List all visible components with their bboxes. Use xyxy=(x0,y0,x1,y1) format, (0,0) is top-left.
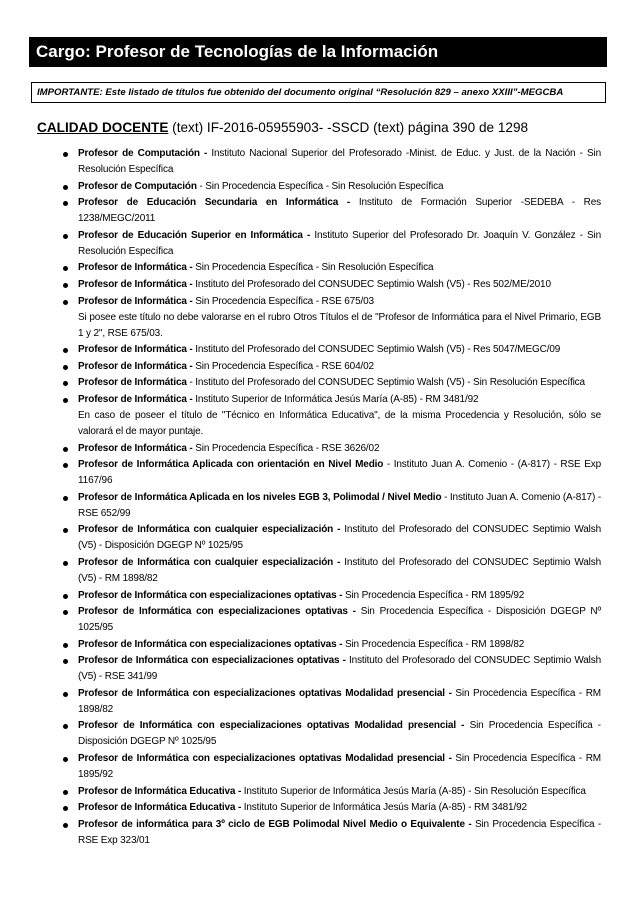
bullet-icon xyxy=(63,152,68,157)
bullet-icon xyxy=(63,692,68,697)
degree-title: Profesor de Informática con especializaciones optativas - xyxy=(78,638,345,650)
degree-title: Profesor de Informática con especializaciones optativas Modalidad presencial - xyxy=(78,687,456,699)
list-item xyxy=(78,686,601,718)
degree-details: Instituto de Formación Superior -SEDEBA - Res 1238/MEGC/2011 xyxy=(78,197,601,225)
bullet-icon xyxy=(63,823,68,828)
degree-details: Sin Procedencia Específica - RSE 675/03 xyxy=(195,295,374,307)
bullet-icon xyxy=(63,724,68,729)
degree-title: Profesor de Informática con especializaciones optativas - xyxy=(78,606,361,618)
list-item xyxy=(78,375,601,391)
degree-title: Profesor de Informática Educativa - xyxy=(78,785,244,797)
degree-details: Sin Procedencia Específica - RSE Exp 323/01 xyxy=(78,818,601,846)
list-item xyxy=(78,260,601,276)
list-item xyxy=(78,342,601,358)
list-item xyxy=(78,277,601,293)
degree-title: Profesor de Informática con cualquier especialización - xyxy=(78,524,345,536)
list-item xyxy=(78,294,601,342)
degree-details: Sin Procedencia Específica - RSE 604/02 xyxy=(195,360,374,372)
degree-title: Profesor de Informática - xyxy=(78,442,196,454)
bullet-icon xyxy=(63,610,68,615)
bullet-icon xyxy=(63,757,68,762)
bullet-icon xyxy=(63,806,68,811)
list-item xyxy=(78,653,601,685)
bullet-icon xyxy=(63,594,68,599)
degree-title: Profesor de Informática con especializaciones optativas Modalidad presencial - xyxy=(78,720,470,732)
bullet-icon xyxy=(63,659,68,664)
degree-details: Instituto del Profesorado del CONSUDEC Septimio Walsh (V5) - Disposición DGEGP Nº 1025/95 xyxy=(78,524,601,552)
bullet-icon xyxy=(63,381,68,386)
bullet-icon xyxy=(63,348,68,353)
bullet-icon xyxy=(63,561,68,566)
degree-details: Sin Procedencia Específica - RM 1895/92 xyxy=(78,753,601,781)
degree-title: Profesor de Informática con especializaciones optativas Modalidad presencial - xyxy=(78,753,456,765)
degree-title: Profesor de informática para 3º ciclo de EGB Polimodal Nivel Medio o Equivalente - xyxy=(78,818,475,830)
degree-title: Profesor de Informática xyxy=(78,377,187,389)
degree-title: Profesor de Computación xyxy=(78,180,197,192)
bullet-icon xyxy=(63,528,68,533)
bullet-icon xyxy=(63,234,68,239)
list-item xyxy=(78,146,601,178)
bullet-icon xyxy=(63,266,68,271)
degree-details: Sin Procedencia Específica - Disposición DGEGP Nº 1025/95 xyxy=(78,720,601,748)
list-item xyxy=(78,457,601,489)
degree-details: Instituto Superior de Informática Jesús María (A-85) - RM 3481/92 xyxy=(195,393,479,405)
degree-details: Sin Procedencia Específica - RM 1898/82 xyxy=(78,687,601,715)
degree-title: Profesor de Informática - xyxy=(78,344,196,356)
list-item xyxy=(78,637,601,653)
degree-title: Profesor de Informática Aplicada en los niveles EGB 3, Polimodal / Nivel Medio xyxy=(78,491,442,503)
degree-details: Sin Procedencia Específica - RSE 3626/02 xyxy=(195,442,380,454)
bullet-icon xyxy=(63,283,68,288)
list-item xyxy=(78,751,601,783)
degree-details: Sin Procedencia Específica - RM 1895/92 xyxy=(344,589,525,601)
degree-details: Instituto del Profesorado del CONSUDEC Septimio Walsh (V5) - RM 1898/82 xyxy=(78,556,601,584)
degree-details: Sin Procedencia Específica - Disposición DGEGP Nº 1025/95 xyxy=(78,606,601,634)
degree-details: Instituto Superior de Informática Jesús María (A-85) - Sin Resolución Específica xyxy=(243,785,586,797)
degree-note: Si posee este título no debe valorarse en el rubro Otros Títulos el de "Profesor de Informática para el Nivel Primario, EGB 1 y 2", RSE 675/03. xyxy=(78,311,601,339)
bullet-icon xyxy=(63,447,68,452)
degree-details: - Instituto Juan A. Comenio - (A-817) - RSE Exp 1167/96 xyxy=(78,459,601,487)
title-list xyxy=(0,146,638,849)
list-item xyxy=(78,228,601,260)
degree-details: Sin Procedencia Específica - Sin Resolución Específica xyxy=(195,262,434,274)
list-item xyxy=(78,817,601,849)
degree-title: Profesor de Informática - xyxy=(78,278,196,290)
degree-title: Profesor de Informática - xyxy=(78,393,196,405)
degree-details: Instituto Nacional Superior del Profesorado -Minist. de Educ. y Just. de la Nación - Sin Resolución Específica xyxy=(78,148,601,175)
bullet-icon xyxy=(63,300,68,305)
degree-details: - Instituto Juan A. Comenio (A-817) - RSE 652/99 xyxy=(78,491,601,519)
degree-title: Profesor de Informática con especializaciones optativas - xyxy=(78,655,350,667)
degree-details: Sin Procedencia Específica - RM 1898/82 xyxy=(344,638,525,650)
list-item xyxy=(78,604,601,636)
document-reference: (text) IF-2016-05955903- -SSCD (text) página 390 de 1298 xyxy=(168,120,529,135)
degree-details: Instituto Superior del Profesorado Dr. Joaquín V. González - Sin Resolución Específica xyxy=(78,229,602,257)
bullet-icon xyxy=(63,201,68,206)
list-item xyxy=(78,800,601,816)
degree-title: Profesor de Informática - xyxy=(78,295,196,307)
list-item xyxy=(78,195,601,227)
degree-details: Instituto del Profesorado del CONSUDEC Septimio Walsh (V5) - Res 5047/MEGC/09 xyxy=(195,344,561,356)
list-item xyxy=(78,179,601,195)
degree-details: Instituto del Profesorado del CONSUDEC Septimio Walsh (V5) - Res 502/ME/2010 xyxy=(195,278,551,290)
degree-title: Profesor de Informática Aplicada con orientación en Nivel Medio xyxy=(78,459,384,471)
degree-title: Profesor de Informática con cualquier especialización - xyxy=(78,556,345,568)
degree-details: Instituto Superior de Informática Jesús María (A-85) - RM 3481/92 xyxy=(243,802,527,814)
list-item xyxy=(78,441,601,457)
degree-details: - Instituto del Profesorado del CONSUDEC Septimio Walsh (V5) - Sin Resolución Específica xyxy=(186,377,585,389)
degree-details: - Sin Procedencia Específica - Sin Resolución Específica xyxy=(196,180,444,192)
degree-title: Profesor de Informática Educativa - xyxy=(78,802,244,814)
degree-title: Profesor de Informática - xyxy=(78,262,196,274)
bullet-icon xyxy=(63,463,68,468)
list-item xyxy=(78,784,601,800)
list-item xyxy=(78,392,601,440)
degree-details: Instituto del Profesorado del CONSUDEC Septimio Walsh (V5) - RSE 341/99 xyxy=(78,655,602,683)
degree-note: En caso de poseer el título de "Técnico en Informática Educativa", de la misma Procedencia y Resolución, sólo se valorará el de mayor puntaje. xyxy=(78,409,601,437)
bullet-icon xyxy=(63,643,68,648)
bullet-icon xyxy=(63,496,68,501)
bullet-icon xyxy=(63,365,68,370)
degree-title: Profesor de Informática con especializaciones optativas - xyxy=(78,589,345,601)
degree-title: Profesor de Computación - xyxy=(78,148,212,159)
bullet-icon xyxy=(63,790,68,795)
section-heading: CALIDAD DOCENTE xyxy=(37,120,169,135)
list-item xyxy=(78,588,601,604)
bullet-icon xyxy=(63,185,68,190)
list-item xyxy=(78,359,601,375)
document-header xyxy=(37,119,528,137)
list-item xyxy=(78,490,601,522)
bullet-icon xyxy=(63,398,68,403)
list-item xyxy=(78,555,601,587)
degree-title: Profesor de Educación Secundaria en Informática - xyxy=(78,197,359,209)
list-item xyxy=(78,522,601,554)
page-title: Cargo: Profesor de Tecnologías de la Información xyxy=(29,37,607,67)
list-item xyxy=(78,718,601,750)
important-notice: IMPORTANTE: Este listado de títulos fue obtenido del documento original “Resolución 829 – anexo XXIII”-MEGCBA xyxy=(31,82,606,103)
degree-title: Profesor de Informática - xyxy=(78,360,196,372)
degree-title: Profesor de Educación Superior en Informática - xyxy=(78,229,315,241)
